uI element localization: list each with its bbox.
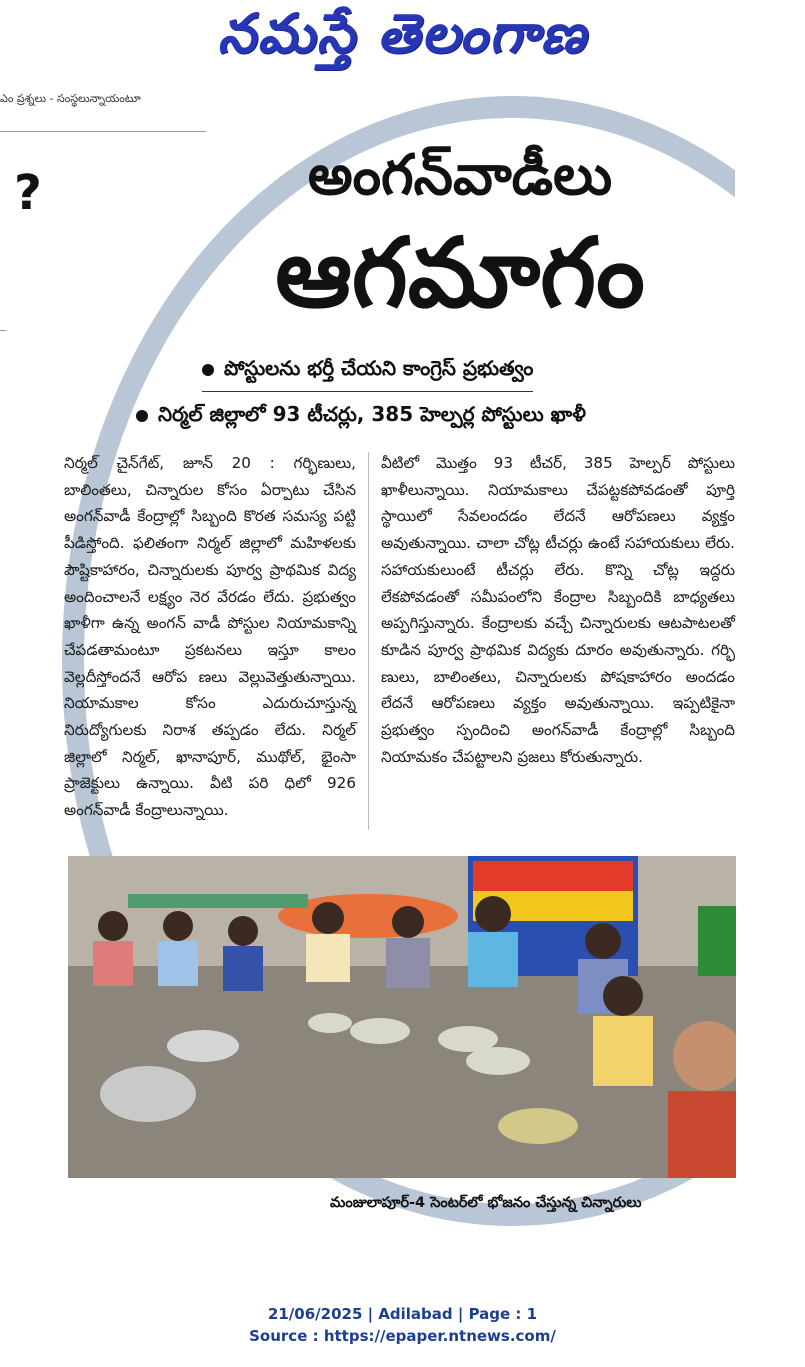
subhead-text: నిర్మల్ జిల్లాలో 93 టీచర్లు, 385 హెల్పర్ల పోస్టులు ఖాళీ [158,402,586,426]
subhead-text: పోస్టులను భర్తీ చేయని కాంగ్రెస్ ప్రభుత్వం [224,356,534,380]
column-divider [368,452,369,830]
masthead-title: నమస్తే తెలంగాణ [217,1,588,65]
article-body-right: వీటిలో మొత్తం 93 టీచర్, 385 హెల్పర్ పోస్టులు ఖాళీలున్నాయి. నియామకాలు చేపట్టకపోవడంతో పూర్తి స్థాయిలో సేవలందడం లేదనే ఆరోపణలు వ్యక్తం అవుతున్నాయి. చాలా చోట్ల టీచర్లు ఉంటే సహాయకులు లేరు. సహాయకులుంటే టీచర్లు లేరు. కొన్ని చోట్ల ఇద్దరు లేకపోవడంతో సమీపంలోని కేంద్రాల సిబ్బందికి బాధ్యతలు అప్పగిస్తున్నారు. కేంద్రాలకు వచ్చే చిన్నారులకు ఆటపాటలతో కూడిన పూర్వ ప్రాథమిక విద్యకు దూరం అవుతున్నారు. గర్భి ణులు, బాలింతలు, చిన్నారులకు పోషకాహారం అందడం లేదనే ఆరోపణలు వ్యక్తం అవుతున్నాయి. ఇప్పటికైనా ప్రభుత్వం స్పందించి అంగన్‌వాడీ కేంద్రాల్లో సిబ్బంది నియామకం చేపట్టాలని ప్రజలు కోరుతున్నారు. [381,454,735,766]
arc-mask [735,90,805,1230]
previous-article-question-mark: ? [14,165,42,221]
previous-article-strip: ఎం ప్రశ్నలు - సంస్థలున్నాయంటూ [0,92,141,105]
article-column-right [381,450,735,770]
article-column-left [64,450,356,824]
divider [0,131,206,132]
masthead [0,0,805,80]
footer-source-link[interactable]: Source : https://epaper.ntnews.com/ [249,1327,556,1345]
article-photo [68,856,736,1178]
subhead [202,356,533,392]
headline-line2: ఆగమాగం [275,217,645,329]
bullet-icon [202,364,214,376]
footer-date-edition: 21/06/2025 | Adilabad | Page : 1 [267,1305,538,1323]
article-body-left: నిర్మల్ చైన్‌గేట్, జూన్ 20 : గర్భిణులు, బాలింతలు, చిన్నారుల కోసం ఏర్పాటు చేసిన అంగన్‌వాడీ కేంద్రాల్లో సిబ్బంది కొరత సమస్య పట్టి పీడిస్తోంది. ఫలితంగా నిర్మల్ జిల్లాలో మహిళలకు పౌష్టికాహారం, చిన్నారులకు పూర్వ ప్రాథమిక విద్య అందించాలనే లక్ష్యం నెర వేరడం లేదు. ప్రభుత్వం ఖాళీగా ఉన్న అంగన్ వాడీ పోస్టుల నియామకాన్ని చేపడతామంటూ ప్రకటనలు ఇస్తూ కాలం వెల్లదీస్తోందనే ఆరోప ణలు వెల్లువెత్తుతున్నాయి. నియామకాల కోసం ఎదురుచూస్తున్న నిరుద్యోగులకు నిరాశ తప్పడం లేదు. నిర్మల్ జిల్లాలో నిర్మల్, ఖానాపూర్, ముథోల్, భైంసా ప్రాజెక్టులు ఉన్నాయి. వీటి పరి ధిలో 926 అంగన్‌వాడీ కేంద్రాలున్నాయి. [64,454,356,820]
subhead [136,402,586,431]
divider [0,330,6,331]
bullet-icon [136,410,148,422]
photo-illustration [68,856,736,1178]
photo-caption: మంజులాపూర్-4 సెంటర్‌లో భోజనం చేస్తున్న చిన్నారులు [330,1195,642,1211]
headline-line1: అంగన్‌వాడీలు [307,143,613,208]
